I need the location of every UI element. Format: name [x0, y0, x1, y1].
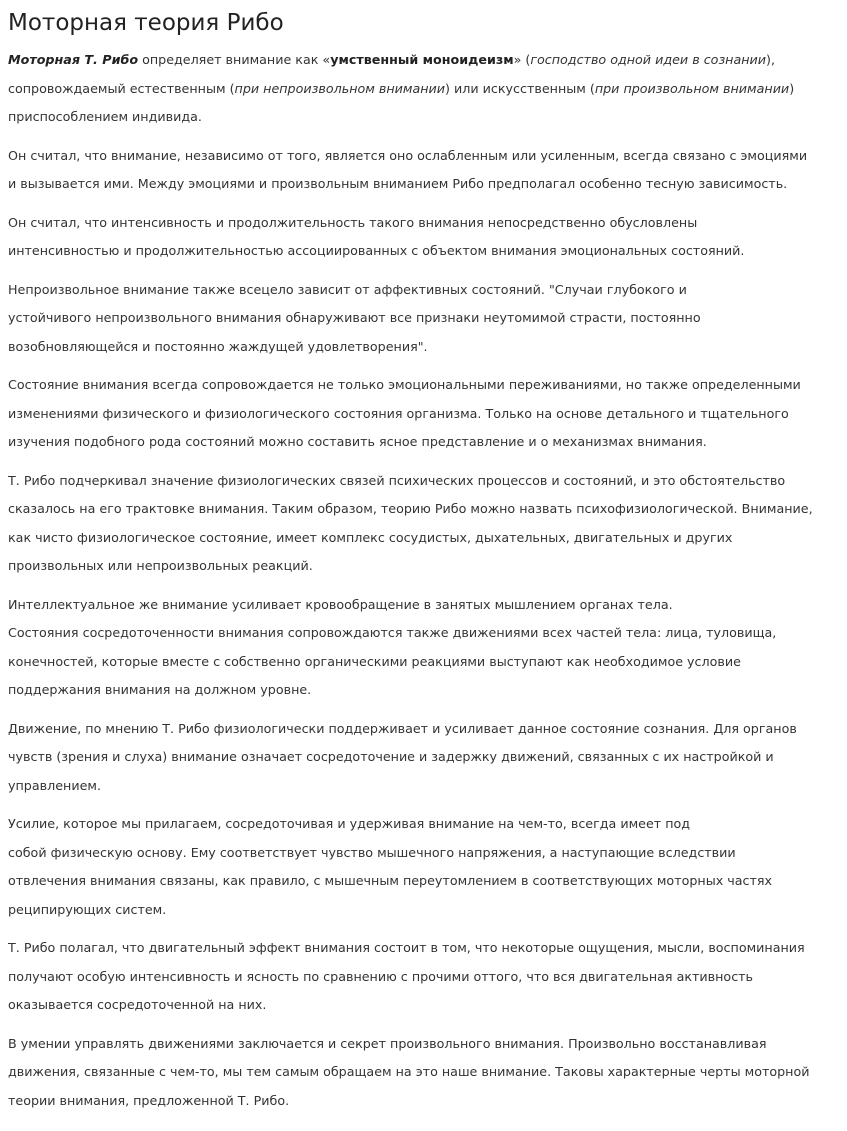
text-line: [8, 648, 839, 677]
text-segment: и вызывается ими. Между эмоциями и произвольным вниманием Рибо предполагал особенно тесную зависимость.: [8, 176, 788, 191]
text-segment: чувств (зрения и слуха) внимание означает сосредоточение и задержку движений, связанных с их настройкой и: [8, 749, 774, 764]
text-segment: определяет внимание как «: [138, 52, 331, 67]
paragraph: [8, 934, 839, 1020]
text-segment: реципирующих систем.: [8, 901, 167, 917]
text-segment: изменениями физического и физиологического состояния организма. Только на основе детального и тщательного: [8, 405, 789, 421]
text-segment: Он считал, что внимание, независимо от того, является оно ослабленным или усиленным, всегда связано с эмоциями: [8, 147, 808, 163]
text-line: [8, 304, 839, 333]
italic-text: при произвольном внимании: [594, 80, 790, 96]
text-segment: поддержания внимания на должном уровне.: [8, 682, 312, 697]
text-line: [8, 676, 839, 705]
text-segment: Движение, по мнению Т. Рибо физиологически поддерживает и усиливает данное состояние сознания. Для органов: [8, 720, 797, 736]
text-segment: Т. Рибо подчеркивал значение физиологических связей психических процессов и состояний, и это обстоятельство: [8, 472, 786, 488]
text-segment: » (: [513, 52, 531, 67]
text-segment: произвольных или непроизвольных реакций.: [8, 558, 313, 573]
text-segment: устойчивого непроизвольного внимания обнаруживают все признаки неутомимой страсти, постоянно: [8, 310, 701, 325]
article-body: [8, 46, 839, 1115]
text-line: [8, 772, 839, 801]
text-line: [8, 170, 839, 199]
text-segment: Усилие, которое мы прилагаем, сосредоточивая и удерживая внимание на чем-то, всегда имеет под: [8, 816, 691, 831]
text-line: [8, 333, 839, 362]
text-segment: сказалось на его трактовке внимания. Таким образом, теорию Рибо можно назвать психофизиологической. Внимание,: [8, 501, 813, 516]
text-segment: ) или искусственным (: [445, 80, 595, 96]
paragraph: [8, 467, 839, 581]
text-line: [8, 896, 839, 925]
text-segment: ),: [766, 52, 776, 67]
text-segment: возобновляющейся и постоянно жаждущей удовлетворения".: [8, 338, 428, 354]
text-segment: Состояния сосредоточенности внимания сопровождаются также движениями всех частей тела: лица, туловища,: [8, 625, 777, 640]
text-line: [8, 619, 839, 648]
text-line: [8, 810, 839, 839]
text-line: [8, 75, 839, 104]
text-line: [8, 237, 839, 266]
paragraph: [8, 591, 839, 705]
text-line: [8, 963, 839, 992]
bold-text: умственный моноидеизм: [330, 52, 514, 67]
text-line: [8, 142, 839, 171]
text-segment: сопровождаемый естественным (: [8, 80, 235, 96]
text-line: [8, 103, 839, 132]
text-segment: интенсивностью и продолжительностью ассоциированных с объектом внимания эмоциональных состояний.: [8, 243, 745, 258]
text-segment: Состояние внимания всегда сопровождается не только эмоциональными переживаниями, но также определенными: [8, 377, 801, 392]
text-line: [8, 467, 839, 496]
paragraph: [8, 209, 839, 266]
paragraph: [8, 371, 839, 457]
text-line: [8, 1087, 839, 1116]
text-segment: ): [789, 80, 795, 96]
text-line: [8, 934, 839, 963]
text-line: [8, 1058, 839, 1087]
text-segment: изучения подобного рода состояний можно составить ясное представление и о механизмах внимания.: [8, 434, 707, 449]
page-title: Моторная теория Рибо: [8, 10, 284, 36]
text-segment: Интеллектуальное же внимание усиливает кровообращение в занятых мышлением органах тела.: [8, 596, 673, 612]
text-line: [8, 209, 839, 238]
paragraph: [8, 276, 839, 362]
text-segment: конечностей, которые вместе с собственно органическими реакциями выступают как необходимое условие: [8, 653, 741, 669]
text-line: [8, 400, 839, 429]
paragraph: [8, 46, 839, 132]
text-segment: Он считал, что интенсивность и продолжительность такого внимания непосредственно обусловлены: [8, 214, 698, 230]
text-segment: получают особую интенсивность и ясность по сравнению с прочими оттого, что вся двигательная активность: [8, 968, 754, 984]
text-line: [8, 276, 839, 305]
text-line: [8, 867, 839, 896]
text-line: [8, 743, 839, 772]
text-line: [8, 839, 839, 868]
italic-text: господство одной идеи в сознании: [530, 52, 767, 67]
text-line: [8, 371, 839, 400]
text-line: [8, 552, 839, 581]
text-line: [8, 46, 839, 75]
text-segment: как чисто физиологическое состояние, имеет комплекс сосудистых, дыхательных, двигательных и других: [8, 529, 733, 545]
text-line: [8, 591, 839, 620]
text-segment: отвлечения внимания связаны, как правило, с мышечным переутомлением в соответствующих моторных частях: [8, 873, 773, 888]
text-segment: собой физическую основу. Ему соответствует чувство мышечного напряжения, а наступающие вследствии: [8, 844, 736, 860]
text-segment: теории внимания, предложенной Т. Рибо.: [8, 1092, 290, 1108]
paragraph: [8, 142, 839, 199]
text-line: [8, 428, 839, 457]
text-segment: Т. Рибо полагал, что двигательный эффект внимания состоит в том, что некоторые ощущения, мысли, воспоминания: [8, 940, 805, 955]
text-line: [8, 715, 839, 744]
text-line: [8, 524, 839, 553]
text-segment: приспособлением индивида.: [8, 109, 202, 124]
paragraph: [8, 810, 839, 924]
paragraph: [8, 1030, 839, 1116]
text-line: [8, 1030, 839, 1059]
text-line: [8, 495, 839, 524]
italic-text: при непроизвольном внимании: [234, 80, 446, 96]
bold-italic-text: Моторная Т. Рибо: [8, 52, 139, 67]
text-segment: В умении управлять движениями заключается и секрет произвольного внимания. Произвольно восстанавливая: [8, 1035, 767, 1051]
text-line: [8, 991, 839, 1020]
paragraph: [8, 715, 839, 801]
text-segment: оказывается сосредоточенной на них.: [8, 997, 267, 1012]
text-segment: Непроизвольное внимание также всецело зависит от аффективных состояний. "Случаи глубокого и: [8, 281, 687, 297]
text-segment: движения, связанные с чем-то, мы тем самым обращаем на это наше внимание. Таковы характерные черты моторной: [8, 1064, 810, 1079]
text-segment: управлением.: [8, 777, 101, 793]
